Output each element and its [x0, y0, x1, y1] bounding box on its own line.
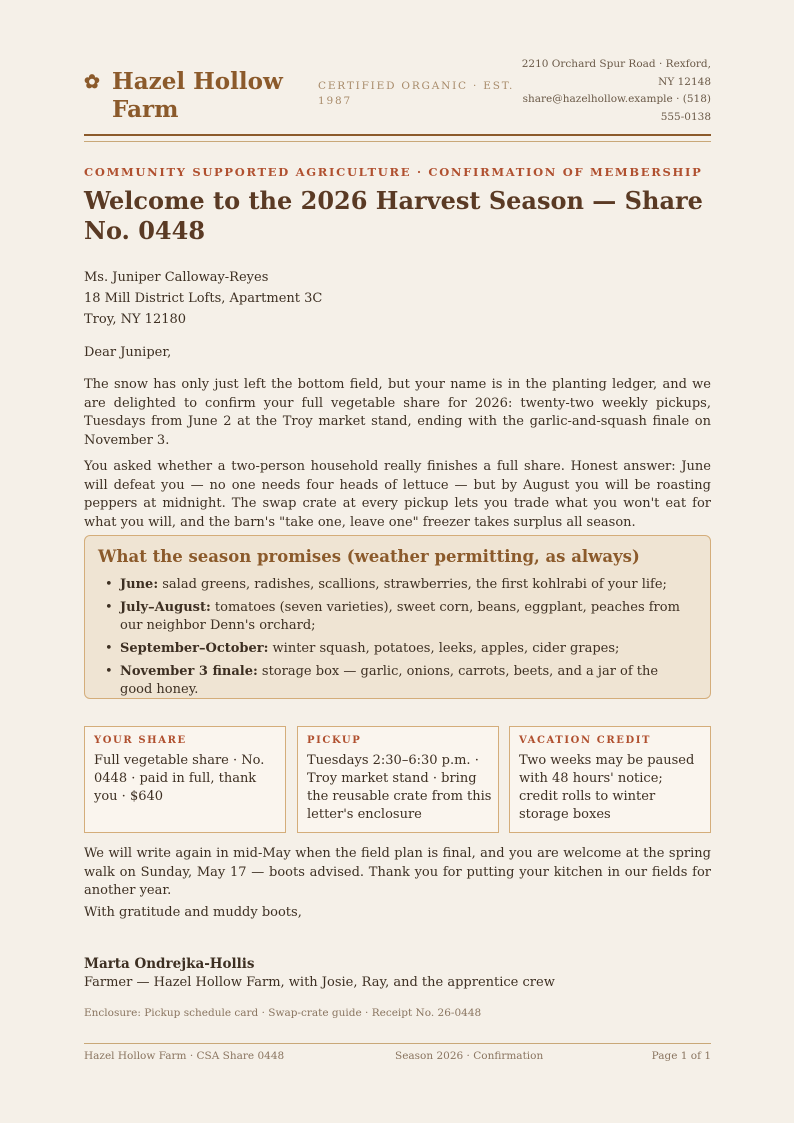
share-card [84, 726, 286, 833]
card-label: YOUR SHARE [94, 735, 187, 746]
enclosure-note: Enclosure: Pickup schedule card · Swap-crate guide · Receipt No. 26-0448 [84, 1007, 482, 1019]
card-text: Tuesdays 2:30–6:30 p.m. · Troy market stand · bring the reusable crate from this letter's enclosure [307, 753, 492, 822]
recipient-address [84, 267, 322, 330]
letter-title: Welcome to the 2026 Harvest Season — Share No. 0448 [84, 186, 703, 245]
body-paragraph-1: The snow has only just left the bottom field, but your name is in the planting ledger, and we are delighted to confirm your full vegetable share for 2026: twenty-two weekly pickups, Tuesdays from June 2 at the Troy market stand, ending with the garlic-and-squash finale on November 3. [84, 377, 711, 448]
footer-left: Hazel Hollow Farm · CSA Share 0448 [84, 1050, 285, 1062]
promise-item: • November 3 finale: storage box — garlic, onions, carrots, beets, and a jar of the good honey. [120, 663, 690, 699]
flower-icon: ✿ [84, 71, 100, 93]
card-label: VACATION CREDIT [519, 735, 652, 746]
promise-item: • September–October: winter squash, potatoes, leeks, apples, cider grapes; [120, 640, 690, 658]
letterhead [84, 0, 711, 136]
farm-name: Hazel Hollow Farm [112, 68, 283, 123]
header-rule-thick [84, 134, 711, 136]
promise-item: • July–August: tomatoes (seven varieties), sweet corn, beans, eggplant, peaches from our neighbor Denn's orchard; [120, 599, 690, 635]
salutation: Dear Juniper, [84, 345, 172, 360]
footer-page-number: Page 1 of 1 [651, 1050, 711, 1062]
letter-page [84, 0, 711, 1062]
farm-brand [84, 68, 299, 124]
recipient-line1: 18 Mill District Lofts, Apartment 3C [84, 291, 323, 306]
footer-center: Season 2026 · Confirmation [395, 1050, 544, 1062]
letter-kicker: COMMUNITY SUPPORTED AGRICULTURE · CONFIRMATION OF MEMBERSHIP [84, 165, 703, 179]
card-text: Two weeks may be paused with 48 hours' notice; credit rolls to winter storage boxes [519, 753, 695, 822]
signer-name: Marta Ondrejka-Hollis [84, 956, 255, 972]
body-paragraph-3: We will write again in mid-May when the field plan is final, and you are welcome at the spring walk on Sunday, May 17 — boots advised. Thank you for putting your kitchen in our fields for another year. [84, 846, 711, 898]
farm-address: 2210 Orchard Spur Road · Rexford, NY 12148 [521, 58, 711, 88]
card-text: Full vegetable share · No. 0448 · paid in full, thank you · $640 [94, 753, 265, 804]
promise-item: • June: salad greens, radishes, scallions, strawberries, the first kohlrabi of your life; [120, 576, 690, 594]
farm-tagline: CERTIFIED ORGANIC · EST. 1987 [318, 80, 515, 107]
season-promise-box [84, 535, 711, 699]
vacation-credit-card [509, 726, 711, 833]
recipient-line2: Troy, NY 12180 [84, 312, 187, 327]
farm-email-phone: share@hazelhollow.example · (518) 555-0138 [522, 93, 711, 123]
recipient-name: Ms. Juniper Calloway-Reyes [84, 270, 269, 285]
promise-heading: What the season promises (weather permitting, as always) [98, 547, 640, 566]
header-rule-thin [84, 141, 711, 142]
pickup-card [297, 726, 499, 833]
card-label: PICKUP [307, 735, 362, 746]
body-paragraph-2: You asked whether a two-person household really finishes a full share. Honest answer: June will defeat you — no one needs four heads of lettuce — but by August you will be roasting peppers at midnight. The swap crate at every pickup lets you trade what you won't eat for what you will, and the barn's "take one, leave one" freezer takes surplus all season. [84, 459, 711, 530]
promise-list [120, 576, 690, 704]
farm-contact [506, 56, 711, 126]
signer-role: Farmer — Hazel Hollow Farm, with Josie, Ray, and the apprentice crew [84, 975, 555, 990]
closing: With gratitude and muddy boots, [84, 905, 302, 920]
footer-rule [84, 1043, 711, 1044]
